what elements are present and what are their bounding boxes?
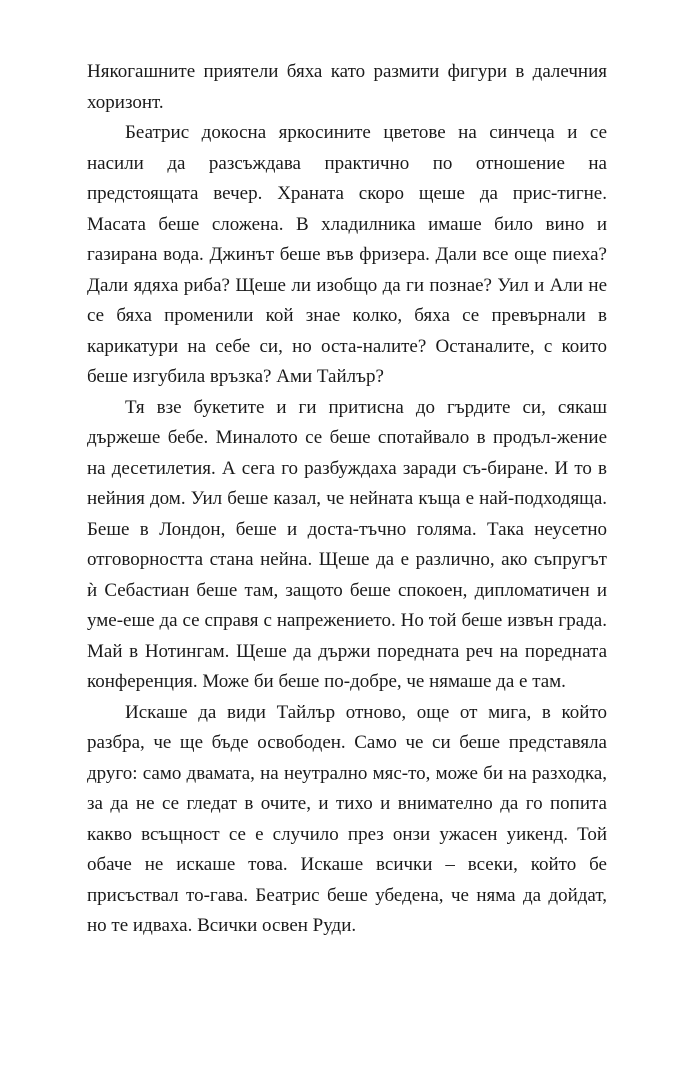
paragraph-2: Беатрис докосна яркосините цветове на синчеца и се насили да разсъждава практично по отношение на предстоящата вечер. Храната скоро щеше да прис-тигне. Масата беше сложена. В хладилника имаше било вино и газирана вода. Джинът беше във фризера. Дали все още пиеха? Дали ядяха риба? Щеше ли изобщо да ги познае? Уил и Али не се бяха променили кой знае колко, бяха се превърнали в карикатури на себе си, но оста-налите? Останалите, с които беше изгубила връзка? Ами Тайлър? <box>87 122 607 387</box>
paragraph-1: Някогашните приятели бяха като размити фигури в далечния хоризонт. <box>87 61 607 113</box>
book-page <box>87 57 607 942</box>
paragraph-3: Тя взе букетите и ги притисна до гърдите си, сякаш държеше бебе. Миналото се беше спотайвало в продъл-жение на десетилетия. А сега го разбуждаха заради съ-биране. И то в нейния дом. Уил беше казал, че нейната къща е най-подходяща. Беше в Лондон, беше и доста-тъчно голяма. Така неусетно отговорността стана нейна. Щеше да е различно, ако съпругът ѝ Себастиан беше там, защото беше спокоен, дипломатичен и уме-еше да се справя с напрежението. Но той беше извън града. Май в Нотингам. Щеше да държи поредната реч на поредната конференция. Може би беше по-добре, че нямаше да е там. <box>87 396 607 692</box>
paragraph-4: Искаше да види Тайлър отново, още от мига, в който разбра, че ще бъде освободен. Само че си беше представяла друго: само двамата, на неутрално мяс-то, може би на разходка, за да не се гледат в очите, и тихо и внимателно да го попита какво всъщност се е случило през онзи ужасен уикенд. Той обаче не искаше това. Искаше всички – всеки, който бе присъствал то-гава. Беатрис беше убедена, че няма да дойдат, но те идваха. Всички освен Руди. <box>87 701 607 936</box>
